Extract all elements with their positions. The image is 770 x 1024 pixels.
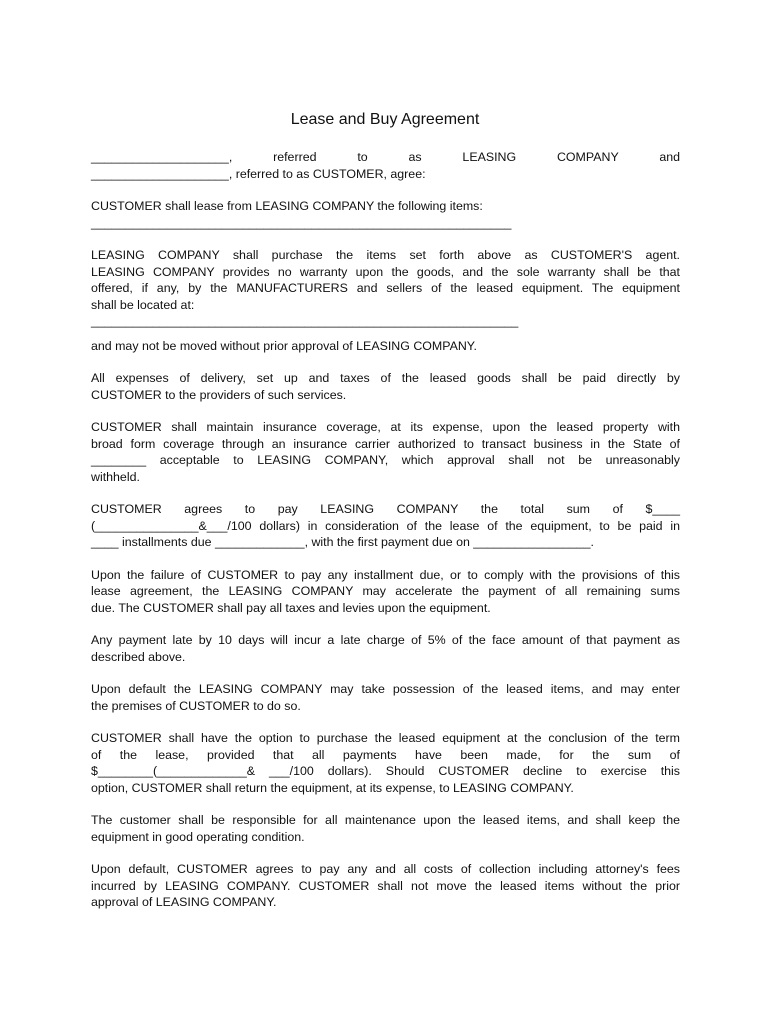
- paragraph-maintenance: [91, 812, 680, 845]
- text-line: incurred by LEASING COMPANY. CUSTOMER shall not move the leased items without the prior: [91, 878, 680, 893]
- text-line: Upon the failure of CUSTOMER to pay any installment due, or to comply with the provisions of this: [91, 567, 680, 582]
- paragraph-collection-costs: [91, 861, 680, 911]
- text-line: ________ acceptable to LEASING COMPANY, which approval shall not be unreasonably: [91, 453, 680, 467]
- document-title: Lease and Buy Agreement: [290, 111, 480, 128]
- text-line: offered, if any, by the MANUFACTURERS and sellers of the leased equipment. The equipment: [91, 281, 680, 295]
- text-line: shall be located at:: [91, 297, 195, 312]
- text-line: CUSTOMER shall lease from LEASING COMPANY the following items:: [91, 199, 483, 213]
- text-line: All expenses of delivery, set up and taxes of the leased goods shall be paid directly by: [91, 371, 680, 385]
- text-line: approval of LEASING COMPANY.: [91, 895, 277, 909]
- text-line: LEASING COMPANY shall purchase the items set forth above as CUSTOMER'S agent.: [91, 248, 680, 262]
- text-line: CUSTOMER agrees to pay LEASING COMPANY the total sum of $____: [91, 502, 680, 516]
- text-line: the premises of CUSTOMER to do so.: [91, 698, 301, 713]
- text-line: CUSTOMER to the providers of such services.: [91, 387, 347, 402]
- text-line: withheld.: [91, 469, 140, 484]
- text-line: broad form coverage through an insurance carrier authorized to transact business in the State of: [91, 436, 680, 451]
- text-line: Any payment late by 10 days will incur a late charge of 5% of the face amount of that payment as: [91, 633, 680, 647]
- text-line: _____________________________________________________________: [91, 215, 512, 230]
- text-line: due. The CUSTOMER shall pay all taxes and levies upon the equipment.: [91, 600, 491, 615]
- text-line: ____________________, referred to as LEASING COMPANY and: [91, 150, 680, 164]
- text-line: ____ installments due _____________, with the first payment due on _________________.: [91, 535, 594, 549]
- text-line: and may not be moved without prior approval of LEASING COMPANY.: [91, 338, 477, 353]
- text-line: (_______________&___/100 dollars) in consideration of the lease of the equipment, to be paid in: [91, 518, 680, 533]
- text-line: described above.: [91, 649, 186, 664]
- paragraph-lease-items: [91, 198, 680, 231]
- text-line: ______________________________________________________________: [91, 314, 519, 328]
- paragraph-expenses: [91, 370, 680, 403]
- paragraph-acceleration: [91, 567, 680, 617]
- text-line: Upon default the LEASING COMPANY may take possession of the leased items, and may enter: [91, 682, 680, 696]
- paragraph-late-charge: [91, 632, 680, 665]
- text-line: CUSTOMER shall maintain insurance coverage, at its expense, upon the leased property with: [91, 420, 680, 434]
- paragraph-payment-terms: [91, 501, 680, 551]
- paragraph-purchase-agent: [91, 247, 680, 330]
- paragraph-parties: [91, 149, 680, 182]
- text-line: lease agreement, the LEASING COMPANY may accelerate the payment of all remaining sums: [91, 584, 680, 598]
- text-line: equipment in good operating condition.: [91, 829, 305, 844]
- text-line: CUSTOMER shall have the option to purchase the leased equipment at the conclusion of the term: [91, 731, 680, 745]
- text-line: The customer shall be responsible for all maintenance upon the leased items, and shall keep the: [91, 813, 680, 827]
- text-line: Upon default, CUSTOMER agrees to pay any and all costs of collection including attorney's fees: [91, 862, 680, 876]
- text-line: ____________________, referred to as CUSTOMER, agree:: [91, 166, 426, 181]
- paragraph-purchase-option: [91, 730, 680, 796]
- paragraph-insurance: [91, 419, 680, 485]
- text-line: of the lease, provided that all payments have been made, for the sum of: [91, 747, 680, 762]
- paragraph-location-approval: [91, 338, 680, 355]
- text-line: LEASING COMPANY provides no warranty upon the goods, and the sole warranty shall be that: [91, 264, 680, 279]
- text-line: $________(_____________& ___/100 dollars). Should CUSTOMER decline to exercise this: [91, 764, 680, 778]
- document-body: [91, 149, 680, 927]
- text-line: option, CUSTOMER shall return the equipment, at its expense, to LEASING COMPANY.: [91, 780, 574, 795]
- paragraph-default-possession: [91, 681, 680, 714]
